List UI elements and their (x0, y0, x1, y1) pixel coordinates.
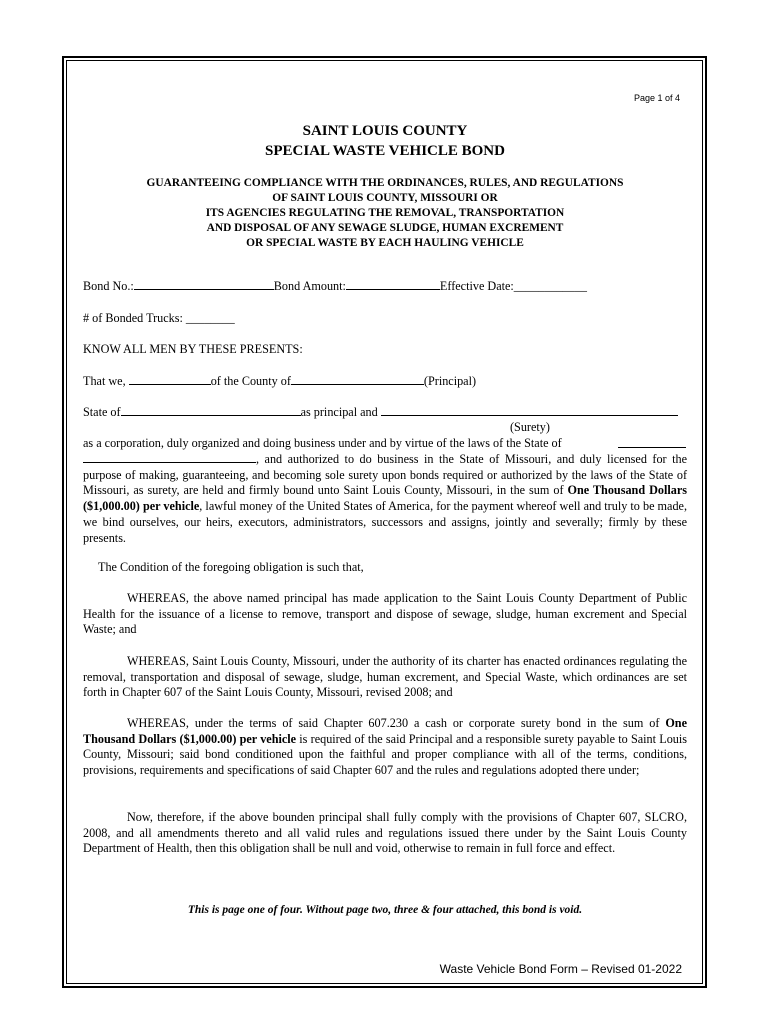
surety-label: (Surety) (510, 420, 550, 434)
page-number: Page 1 of 4 (633, 93, 680, 103)
whereas-3-amount: One Thousand Dollars ($1,000.00) per vehicle (83, 716, 687, 746)
now-therefore: Now, therefore, if the above bounden principal shall fully comply with the provisions of Chapter 607, SLCRO, 2008, and all amendments thereto and all valid rules and regulations issued there under by the Saint Louis County Department of Health, then this obligation shall be null and void, otherwise to remain in full force and effect. (83, 810, 687, 856)
bond-no-label: Bond No.: (83, 279, 134, 293)
corp-text-2: , lawful money of the United States of America, for the payment whereof well and truly to be made, we bind ourselves, our heirs, executors, administrators, successors and assigns, jointly and severally; firmly by these presents. (83, 499, 687, 545)
whereas-1: WHEREAS, the above named principal has made application to the Saint Louis County Department of Public Health for the issuance of a license to remove, transport and dispose of sewage, sludge, human excrement and Special Waste; and (83, 591, 687, 637)
know-all-heading: KNOW ALL MEN BY THESE PRESENTS: (83, 342, 303, 356)
surety-row (83, 404, 678, 420)
corp-line-text: as a corporation, duly organized and doing business under and by virtue of the laws of the State of (83, 436, 562, 450)
surety-state-field-2[interactable] (83, 451, 256, 463)
subtitle-line: ITS AGENCIES REGULATING THE REMOVAL, TRANSPORTATION (205, 207, 565, 219)
whereas-3-text-2: is required of the said Principal and a responsible surety payable to Saint Louis County, Missouri; said bond conditioned upon the faithful and proper compliance with all of the terms, conditions, provisions, requirements and specifications of said Chapter 607 and the rules and regulations adopted there under; (83, 731, 688, 778)
revision-label: Waste Vehicle Bond Form – Revised 01-2022 (439, 962, 682, 976)
effective-date-field[interactable]: ____________ (513, 279, 587, 293)
county-field[interactable] (291, 373, 424, 385)
condition-text: The Condition of the foregoing obligation is such that, (98, 560, 364, 574)
effective-date-label: Effective Date: (439, 279, 514, 293)
whereas-3 (83, 716, 687, 779)
bond-amount-field[interactable] (346, 278, 440, 290)
page-void-note: This is page one of four. Without page two, three & four attached, this bond is void. (187, 904, 583, 916)
subtitle-line: GUARANTEEING COMPLIANCE WITH THE ORDINANCES, RULES, AND REGULATIONS (146, 177, 624, 189)
whereas-3-text: WHEREAS, under the terms of said Chapter 607.230 a cash or corporate surety bond in the sum of (127, 716, 660, 730)
corp-amount: One Thousand Dollars ($1,000.00) per vehicle (83, 483, 687, 514)
of-county-label: of the County of (210, 374, 291, 388)
state-of-label: State of (83, 405, 121, 419)
subtitle-line: OF SAINT LOUIS COUNTY, MISSOURI OR (272, 192, 498, 204)
corp-text: , and authorized to do business in the State of Missouri, and duly licensed for the purpose of making, guaranteeing, and becoming sole surety upon bonds required or authorized by the laws of the State of Missouri, as surety, are held and firmly bound unto Saint Louis County, Missouri, in the sum of (83, 452, 687, 498)
bond-amount-label: Bond Amount: (273, 279, 346, 293)
subtitle-line: AND DISPOSAL OF ANY SEWAGE SLUDGE, HUMAN EXCREMENT (206, 222, 564, 234)
corp-paragraph (83, 451, 687, 546)
bond-info-row (83, 278, 587, 294)
that-we-label: That we, (83, 374, 126, 388)
title-bond: SPECIAL WASTE VEHICLE BOND (265, 143, 505, 159)
title-county: SAINT LOUIS COUNTY (302, 123, 468, 139)
principal-row (83, 373, 476, 389)
subtitle-block (0, 176, 770, 251)
surety-name-field[interactable] (381, 404, 678, 416)
principal-label: (Principal) (423, 374, 477, 388)
corp-line-1 (83, 436, 562, 451)
as-principal-label: as principal and (300, 405, 378, 419)
subtitle-line: OR SPECIAL WASTE BY EACH HAULING VEHICLE (246, 237, 524, 249)
bonded-trucks-field[interactable]: # of Bonded Trucks: ________ (83, 311, 235, 325)
bond-no-field[interactable] (134, 278, 274, 290)
principal-name-field[interactable] (129, 373, 211, 385)
state-field[interactable] (121, 404, 301, 416)
surety-state-field[interactable] (618, 436, 686, 448)
whereas-2: WHEREAS, Saint Louis County, Missouri, under the authority of its charter has enacted ordinances regulating the removal, transportation and disposal of sewage, sludge, human excrement, and Special Waste, which ordinances are set forth in Chapter 607 of the Saint Louis County, Missouri, revised 2008; and (83, 654, 687, 700)
